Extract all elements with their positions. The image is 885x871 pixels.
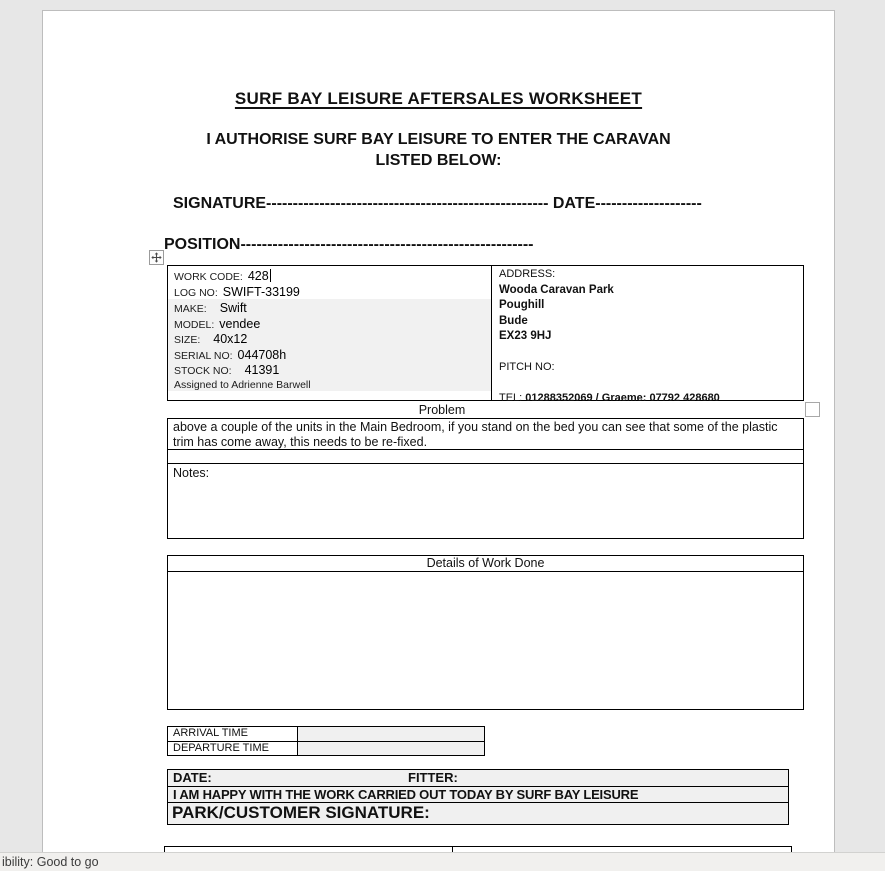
log-no-value: SWIFT-33199: [222, 284, 300, 299]
happy-statement-row: I AM HAPPY WITH THE WORK CARRIED OUT TODAY BY SURF BAY LEISURE: [168, 787, 788, 803]
address-line: Wooda Caravan Park: [499, 283, 614, 296]
arrival-time-label: ARRIVAL TIME: [168, 727, 298, 741]
stock-no-label: STOCK NO:: [174, 365, 232, 377]
signature-date-line: SIGNATURE----------------------------------------------------- DATE--------------------: [173, 195, 702, 212]
authorisation-line-1: I AUTHORISE SURF BAY LEISURE TO ENTER THE CARAVAN: [206, 131, 671, 148]
position-line: POSITION-------------------------------------------------------: [164, 236, 534, 253]
model-value: vendee: [219, 316, 261, 331]
arrival-time-row: [168, 727, 484, 741]
address-line: Bude: [499, 314, 528, 327]
caravan-details-table: [167, 265, 804, 404]
address-line: Poughill: [499, 299, 545, 311]
departure-time-label: DEPARTURE TIME: [168, 742, 298, 755]
serial-no-label: SERIAL NO:: [174, 349, 233, 362]
make-value: Swift: [219, 301, 247, 315]
log-no-row[interactable]: [168, 284, 491, 300]
table-resize-handle[interactable]: [805, 402, 820, 417]
size-label: SIZE:: [174, 334, 201, 346]
stock-no-value: 41391: [244, 363, 280, 377]
text-cursor: [270, 269, 271, 282]
size-value: 40x12: [213, 332, 248, 346]
fitter-label: FITTER:: [408, 770, 458, 785]
work-code-row[interactable]: [168, 268, 491, 284]
pitch-no-label: PITCH NO:: [499, 361, 555, 373]
status-bar-accessibility[interactable]: ibility: Good to go: [0, 852, 885, 871]
notes-cell[interactable]: Notes:: [173, 466, 210, 480]
tel-label: TEL:: [499, 392, 523, 404]
shaded-detail-block: [168, 299, 491, 391]
work-details-cell[interactable]: [168, 266, 492, 400]
problem-header: Problem: [418, 403, 466, 417]
address-label: ADDRESS:: [499, 268, 556, 280]
tel-value: 01288352069 / Graeme: 07792 428680: [525, 392, 720, 404]
page-title: SURF BAY LEISURE AFTERSALES WORKSHEET: [234, 89, 643, 108]
address-cell[interactable]: [492, 266, 803, 404]
work-code-label: WORK CODE:: [174, 271, 243, 283]
model-row[interactable]: [168, 316, 491, 332]
authorisation-statement: [43, 129, 834, 171]
arrival-time-value-cell[interactable]: [298, 727, 484, 741]
size-row[interactable]: [168, 331, 491, 347]
problem-text-cell[interactable]: above a couple of the units in the Main Bedroom, if you stand on the bed you can see that some of the plastic trim has come away, this needs to be re-fixed.: [168, 419, 803, 450]
address-spacer: [492, 345, 803, 361]
times-table: [167, 726, 485, 756]
work-done-header: Details of Work Done: [168, 556, 803, 572]
work-done-table: [167, 555, 804, 710]
work-code-value: 428: [247, 269, 269, 283]
departure-time-value-cell[interactable]: [298, 742, 484, 755]
date-label: DATE:: [173, 770, 212, 785]
assigned-note: Assigned to Adrienne Barwell: [174, 378, 311, 391]
date-fitter-row[interactable]: [168, 770, 788, 787]
work-done-entry-cell[interactable]: [168, 572, 803, 709]
four-arrows-move-icon: [151, 252, 162, 263]
departure-time-row: [168, 741, 484, 755]
address-spacer: [492, 376, 803, 392]
model-label: MODEL:: [174, 318, 215, 331]
serial-no-value: 044708h: [237, 347, 287, 362]
make-label: MAKE:: [174, 303, 207, 315]
document-page: [42, 10, 835, 871]
serial-no-row[interactable]: [168, 347, 491, 363]
table-move-handle-icon[interactable]: [149, 250, 164, 265]
problem-table: [167, 418, 804, 539]
stock-no-row[interactable]: [168, 362, 491, 378]
log-no-label: LOG NO:: [174, 286, 218, 299]
authorisation-line-2: LISTED BELOW:: [375, 152, 502, 169]
make-row[interactable]: [168, 300, 491, 316]
address-line: EX23 9HJ: [499, 330, 552, 342]
customer-signature-row[interactable]: PARK/CUSTOMER SIGNATURE:: [172, 803, 430, 822]
problem-empty-cell[interactable]: [168, 450, 803, 464]
sign-off-table: [167, 769, 789, 825]
